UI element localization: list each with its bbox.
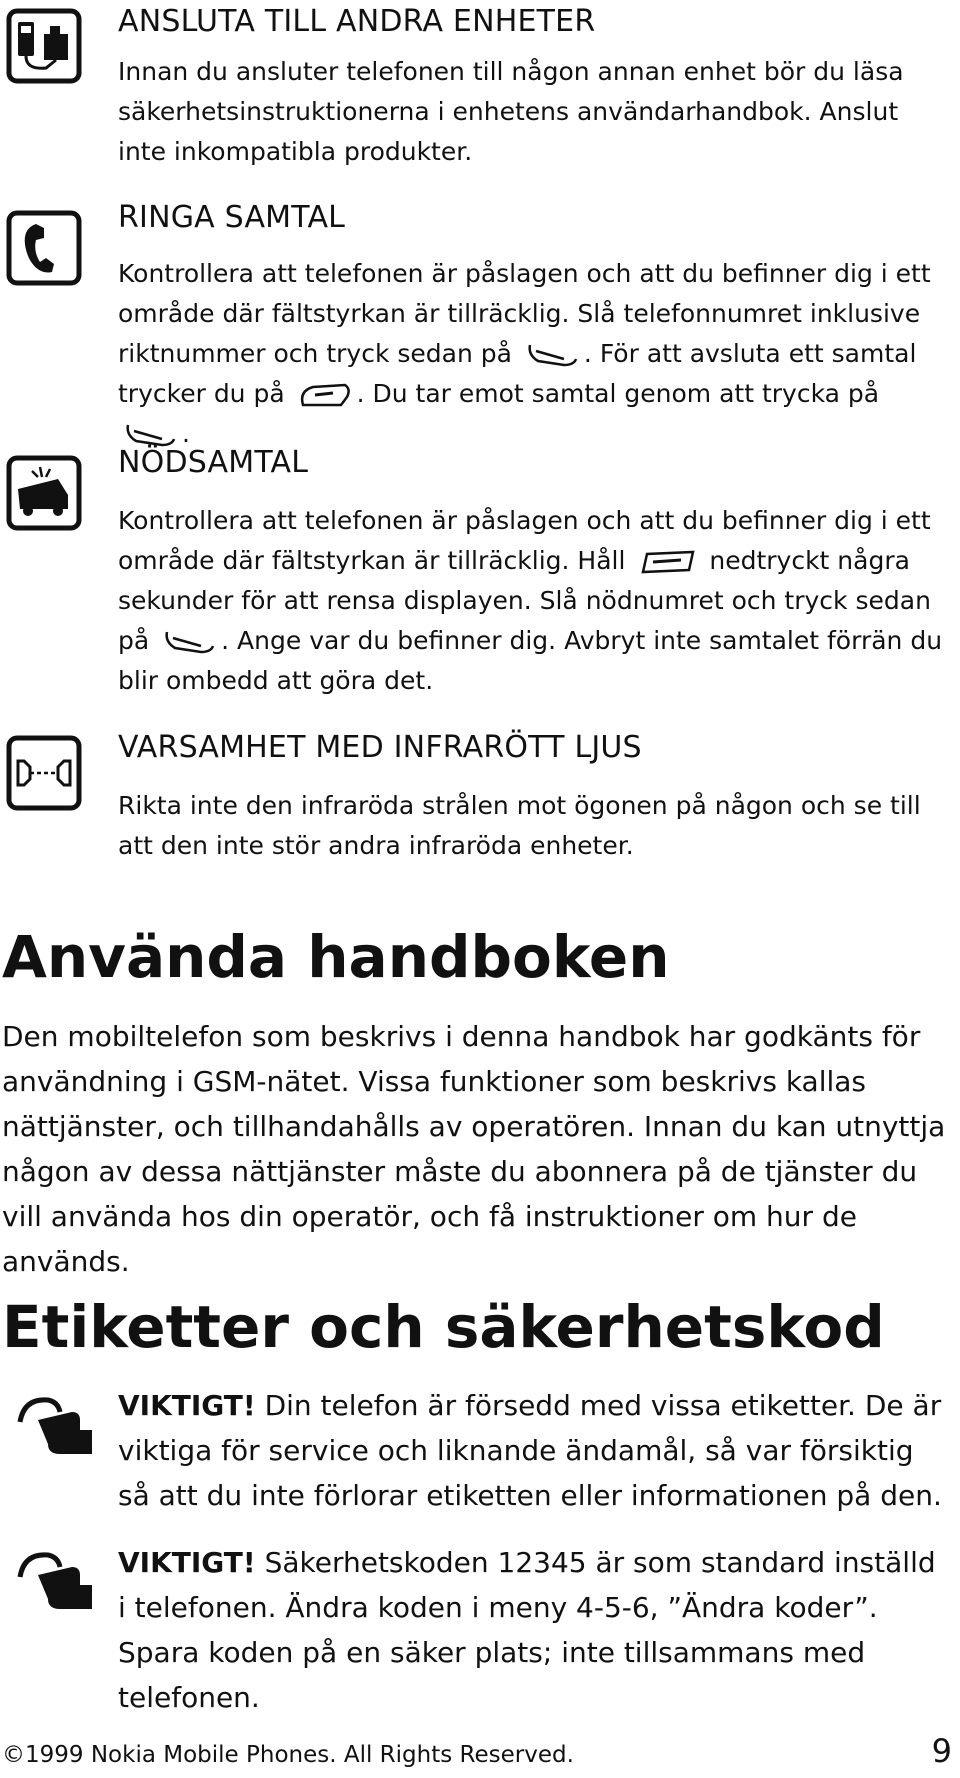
send-key-icon (524, 341, 580, 369)
section-text: Rikta inte den infraröda strålen mot ögonen på någon och se till att den inte stör andra infraröda enheter. (118, 791, 921, 860)
section-title: VARSAMHET MED INFRARÖTT LJUS (118, 730, 642, 765)
copyright-text: ©1999 Nokia Mobile Phones. All Rights Reserved. (2, 1742, 574, 1768)
text-part: Kontrollera att telefonen är påslagen och att du befinner dig i ett område där fältstyrkan är tillräcklig. Håll (118, 506, 931, 575)
hand-note-icon (14, 1545, 94, 1615)
section-connect (118, 2, 948, 172)
page-footer (2, 1732, 952, 1772)
text-part: . (182, 419, 190, 448)
page-number: 9 (931, 1732, 952, 1770)
section-call (118, 198, 948, 454)
ambulance-icon (6, 455, 82, 531)
note-bold: VIKTIGT! (118, 1389, 256, 1422)
page-heading-handbook: Använda handboken (2, 923, 670, 991)
important-note (118, 1540, 948, 1720)
handset-icon (6, 210, 82, 286)
text-part: . Ange var du befinner dig. Avbryt inte samtalet förrän du blir ombedd att göra det. (118, 626, 943, 695)
text-part: . För att avsluta ett samtal trycker du på (118, 339, 917, 408)
section-title: NÖDSAMTAL (118, 445, 309, 480)
section-text: Innan du ansluter telefonen till någon annan enhet bör du läsa säkerhetsinstruktionerna i enhetens användarhandbok. Anslut inte inkompatibla produkter. (118, 57, 904, 166)
section-text (118, 254, 948, 454)
section-title: RINGA SAMTAL (118, 200, 346, 235)
note-text: Din telefon är försedd med vissa etiketter. De är viktiga för service och liknande ändamål, så var försiktig så att du inte förlorar etiketten eller informationen på den. (118, 1389, 942, 1512)
end-key-icon (297, 381, 353, 409)
section-title: ANSLUTA TILL ANDRA ENHETER (118, 4, 596, 39)
important-note (118, 1383, 948, 1518)
clear-key-icon (637, 548, 697, 576)
section-emergency (118, 443, 948, 701)
text-part: nedtryckt några sekunder för att rensa displayen. Slå nödnumret och tryck sedan på (118, 546, 931, 655)
note-bold: VIKTIGT! (118, 1546, 256, 1579)
text-part: Kontrollera att telefonen är påslagen och att du befinner dig i ett område där fältstyrkan är tillräcklig. Slå telefonnumret inklusive riktnummer och tryck sedan på (118, 259, 931, 368)
handbook-text: Den mobiltelefon som beskrivs i denna handbok har godkänts för användning i GSM-nätet. Vissa funktioner som beskrivs kallas nättjänster, och tillhandahålls av operatören. Innan du kan utnyttja någon av dessa nättjänster måste du abonnera på de tjänster du vill använda hos din operatör, och få instruktioner om hur de används. (2, 1020, 946, 1278)
text-part: . Du tar emot samtal genom att trycka på (356, 379, 880, 408)
hand-note-icon (14, 1390, 94, 1460)
send-key-icon (161, 628, 217, 656)
infrared-icon (6, 735, 82, 811)
section-infrared (118, 728, 948, 866)
section-text (118, 501, 948, 701)
page-heading-labels: Etiketter och säkerhetskod (2, 1293, 885, 1361)
connect-devices-icon (6, 8, 82, 84)
note-text: Säkerhetskoden 12345 är som standard inställd i telefonen. Ändra koden i meny 4-5-6, ”Ändra koder”. Spara koden på en säker plats; inte tillsammans med telefonen. (118, 1546, 936, 1714)
